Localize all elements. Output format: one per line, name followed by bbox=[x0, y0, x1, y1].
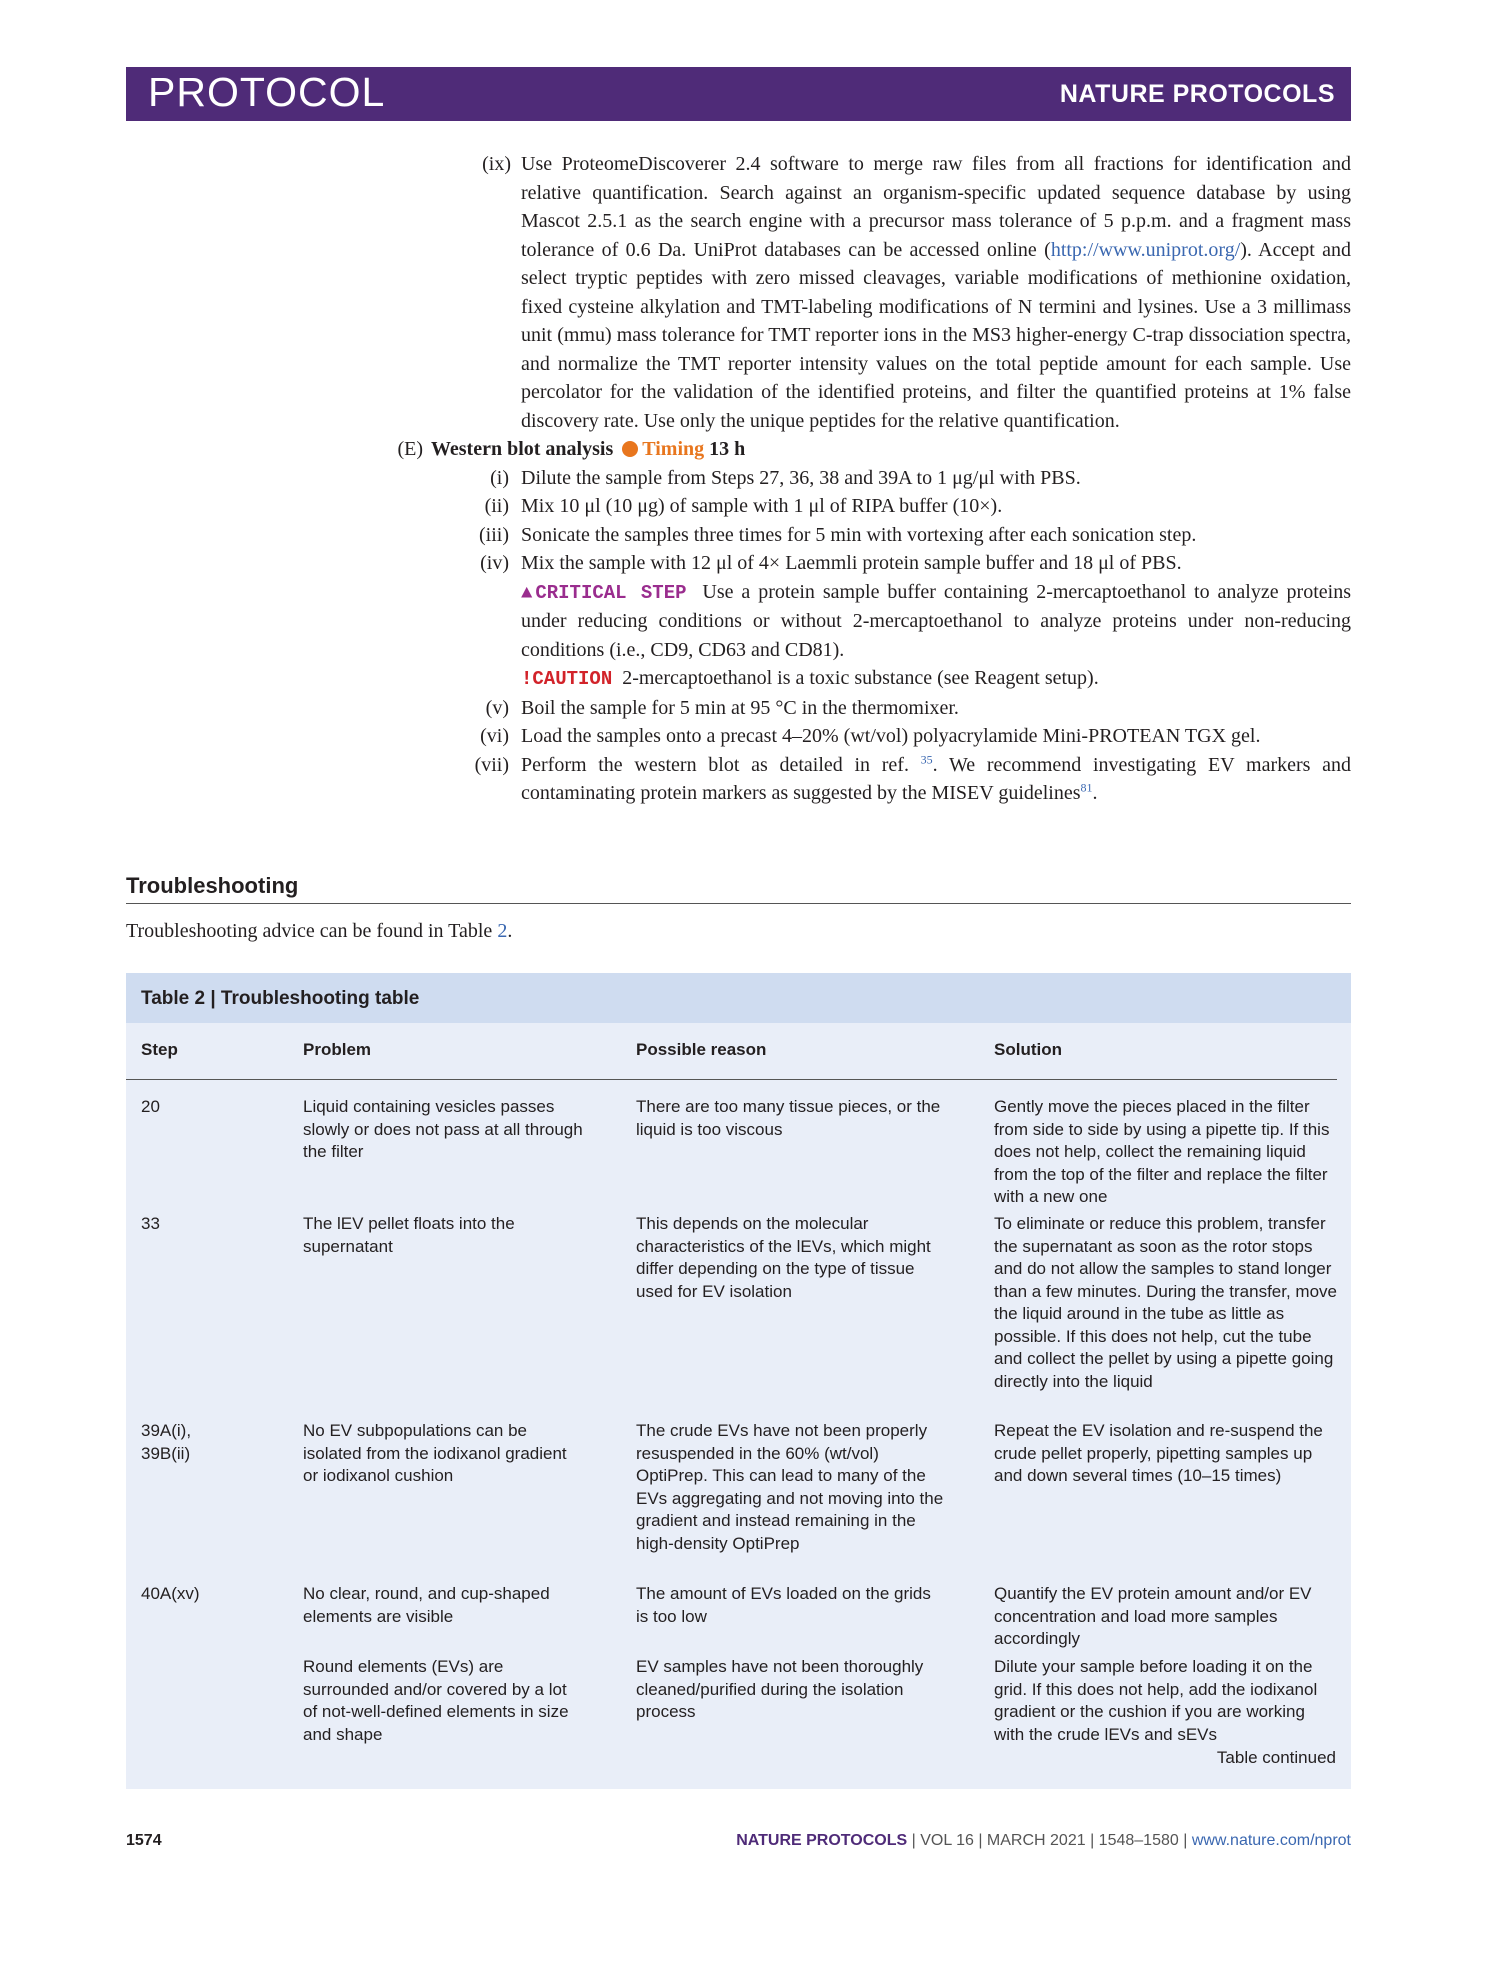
table-header bbox=[126, 1023, 1337, 1080]
critical-step-text: Use a protein sample buffer containing 2-mercaptoethanol to analyze proteins under reducing conditions or without 2-mercaptoethanol to analyze proteins under non-reducing conditions (i.e., CD9, CD63 and CD81). bbox=[521, 580, 1351, 661]
table-body bbox=[126, 1023, 1351, 1744]
step-label: (i) bbox=[490, 466, 509, 489]
cell-reason: The crude EVs have not been properly resuspended in the 60% (wt/vol) OptiPrep. This can lead to many of the EVs aggregating and not moving into the gradient and instead remaining in the high-density OptiPrep bbox=[636, 1421, 944, 1553]
uniprot-link[interactable]: http://www.uniprot.org/ bbox=[1050, 238, 1241, 261]
step-vii bbox=[431, 751, 1351, 808]
step-ii bbox=[431, 492, 1351, 521]
caution-label: !CAUTION bbox=[521, 668, 613, 690]
step-text: . bbox=[1092, 782, 1098, 804]
column-header-solution: Solution bbox=[994, 1040, 1062, 1059]
step-vi bbox=[431, 722, 1351, 751]
header-journal-name: NATURE PROTOCOLS bbox=[1059, 80, 1335, 108]
cell-reason: The amount of EVs loaded on the grids is too low bbox=[636, 1584, 931, 1626]
step-label: (ix) bbox=[482, 153, 511, 175]
table-continued-note: Table continued bbox=[1216, 1748, 1336, 1767]
troubleshooting-table bbox=[126, 973, 1351, 1789]
step-iii bbox=[431, 521, 1351, 550]
step-text: Dilute the sample from Steps 27, 36, 38 and 39A to 1 μg/μl with PBS. bbox=[521, 466, 1081, 489]
section-title: Western blot analysis bbox=[431, 438, 614, 460]
cell-problem: Round elements (EVs) are surrounded and/or covered by a lot of not-well-defined elements in size and shape bbox=[303, 1657, 569, 1744]
section-e bbox=[374, 435, 1351, 464]
step-text: Sonicate the samples three times for 5 min with vortexing after each sonication step. bbox=[521, 523, 1197, 546]
protocol-body bbox=[397, 150, 1352, 808]
timing-value: 13 h bbox=[709, 438, 746, 460]
step-text: Boil the sample for 5 min at 95 °C in the thermomixer. bbox=[521, 696, 959, 719]
cell-step: 20 bbox=[141, 1097, 160, 1116]
step-text: Use ProteomeDiscoverer 2.4 software to merge raw files from all fractions for identification and relative quantification. Search against an organism-specific updated sequence database by using Mascot 2.5.1 as the search engine with a precursor mass tolerance of 5 p.p.m. and a fragment mass tolerance of 0.6 Da. UniProt databases can be accessed online ( bbox=[521, 153, 1351, 261]
cell-step: 33 bbox=[141, 1214, 160, 1233]
step-iv bbox=[431, 549, 1351, 578]
cell-reason: This depends on the molecular characteristics of the lEVs, which might differ depending on the type of tissue used for EV isolation bbox=[636, 1214, 931, 1301]
cell-step: 40A(xv) bbox=[141, 1584, 200, 1603]
cell-problem: Liquid containing vesicles passes slowly or does not pass at all through the filter bbox=[303, 1097, 583, 1161]
troubleshooting-heading: Troubleshooting bbox=[126, 873, 1351, 904]
column-header-step: Step bbox=[141, 1040, 178, 1059]
header-section-label: PROTOCOL bbox=[148, 69, 386, 115]
step-label: (v) bbox=[485, 696, 509, 719]
cell-problem: No EV subpopulations can be isolated from the iodixanol gradient or iodixanol cushion bbox=[303, 1421, 567, 1485]
page-number: 1574 bbox=[126, 1832, 162, 1849]
column-header-reason: Possible reason bbox=[636, 1040, 767, 1059]
footer-date: MARCH 2021 bbox=[986, 1832, 1086, 1849]
step-text: ). Accept and select tryptic peptides with zero missed cleavages, variable modifications of methionine oxidation, fixed cysteine alkylation and TMT-labeling modifications of N termini and lysines. Use a 3 millimass unit (mmu) mass tolerance for TMT reporter ions in the MS3 higher-energy C-trap dissociation spectra, and normalize the TMT reporter intensity values on the total peptide amount for each sample. Use percolator for the validation of the identified proteins, and filter the quantified proteins at 1% false discovery rate. Use only the unique peptides for the relative quantification. bbox=[521, 238, 1351, 432]
timing-dot-icon bbox=[622, 441, 638, 457]
cell-solution: Gently move the pieces placed in the filter from side to side by using a pipette tip. If this does not help, collect the remaining liquid from the top of the filter and replace the filter with a new one bbox=[994, 1097, 1330, 1206]
step-label: (ii) bbox=[484, 495, 509, 517]
intro-text: . bbox=[507, 920, 513, 942]
cell-step: 39A(i), 39B(ii) bbox=[141, 1421, 192, 1463]
caution-text: 2-mercaptoethanol is a toxic substance (see Reagent setup). bbox=[622, 667, 1099, 689]
header-bar bbox=[126, 67, 1351, 121]
step-text: Load the samples onto a precast 4–20% (wt/vol) polyacrylamide Mini-PROTEAN TGX gel. bbox=[521, 725, 1261, 747]
cell-problem: The lEV pellet floats into the supernatant bbox=[303, 1214, 515, 1256]
cell-problem: No clear, round, and cup-shaped elements are visible bbox=[303, 1584, 550, 1626]
troubleshooting-intro bbox=[126, 920, 512, 943]
cell-solution: Dilute your sample before loading it on the grid. If this does not help, add the iodixanol gradient or the cushion if you are working with the crude lEVs and sEVs bbox=[994, 1657, 1318, 1744]
critical-step-label: ▲CRITICAL STEP bbox=[521, 581, 687, 604]
footer-url[interactable]: www.nature.com/nprot bbox=[1191, 1832, 1351, 1849]
step-i bbox=[431, 464, 1351, 493]
step-v bbox=[431, 694, 1351, 723]
cell-solution: Quantify the EV protein amount and/or EV concentration and load more samples accordingly bbox=[994, 1584, 1312, 1648]
step-text: Mix 10 μl (10 μg) of sample with 1 μl of RIPA buffer (10×). bbox=[521, 495, 1003, 517]
step-text: Mix the sample with 12 μl of 4× Laemmli protein sample buffer and 18 μl of PBS. bbox=[521, 552, 1182, 574]
footer-journal: NATURE PROTOCOLS bbox=[736, 1832, 908, 1849]
step-label: (iv) bbox=[480, 552, 509, 574]
step-label: (vii) bbox=[474, 753, 509, 776]
caution bbox=[431, 664, 1351, 694]
table-title: Table 2 | Troubleshooting table bbox=[126, 973, 1351, 1023]
intro-text: Troubleshooting advice can be found in Table bbox=[126, 920, 498, 942]
cell-reason: There are too many tissue pieces, or the liquid is too viscous bbox=[636, 1097, 941, 1139]
table-link[interactable]: 2 bbox=[497, 920, 508, 942]
footer-separator: | bbox=[973, 1832, 987, 1849]
cell-solution: To eliminate or reduce this problem, transfer the supernatant as soon as the rotor stops and do not allow the samples to stand longer than a few minutes. During the transfer, move the liquid around in the tube as little as possible. If this does not help, cut the tube and collect the pellet by using a pipette going directly into the liquid bbox=[994, 1214, 1338, 1391]
footer-separator: | bbox=[1085, 1832, 1099, 1849]
step-text: . We recommend investigating EV markers and contaminating protein markers as suggested by the MISEV guidelines bbox=[521, 753, 1352, 804]
step-ix bbox=[431, 150, 1351, 435]
column-header-problem: Problem bbox=[303, 1040, 372, 1059]
step-label: (iii) bbox=[479, 523, 509, 546]
step-label: (vi) bbox=[480, 725, 509, 747]
timing-label: Timing bbox=[642, 438, 705, 460]
reference-link[interactable]: 35 bbox=[920, 751, 933, 766]
reference-link[interactable]: 81 bbox=[1080, 780, 1093, 795]
step-text: Perform the western blot as detailed in ref. bbox=[521, 753, 909, 776]
footer-pages: 1548–1580 bbox=[1098, 1832, 1179, 1849]
footer-citation bbox=[736, 1832, 1351, 1850]
footer-separator: | bbox=[907, 1832, 921, 1849]
cell-solution: Repeat the EV isolation and re-suspend the crude pellet properly, pipetting samples up and down several times (10–15 times) bbox=[994, 1421, 1323, 1485]
cell-reason: EV samples have not been thoroughly cleaned/purified during the isolation process bbox=[636, 1657, 924, 1721]
section-label: (E) bbox=[397, 438, 423, 460]
critical-step bbox=[431, 578, 1351, 665]
footer-separator: | bbox=[1178, 1832, 1192, 1849]
footer-volume: VOL 16 bbox=[920, 1832, 974, 1849]
